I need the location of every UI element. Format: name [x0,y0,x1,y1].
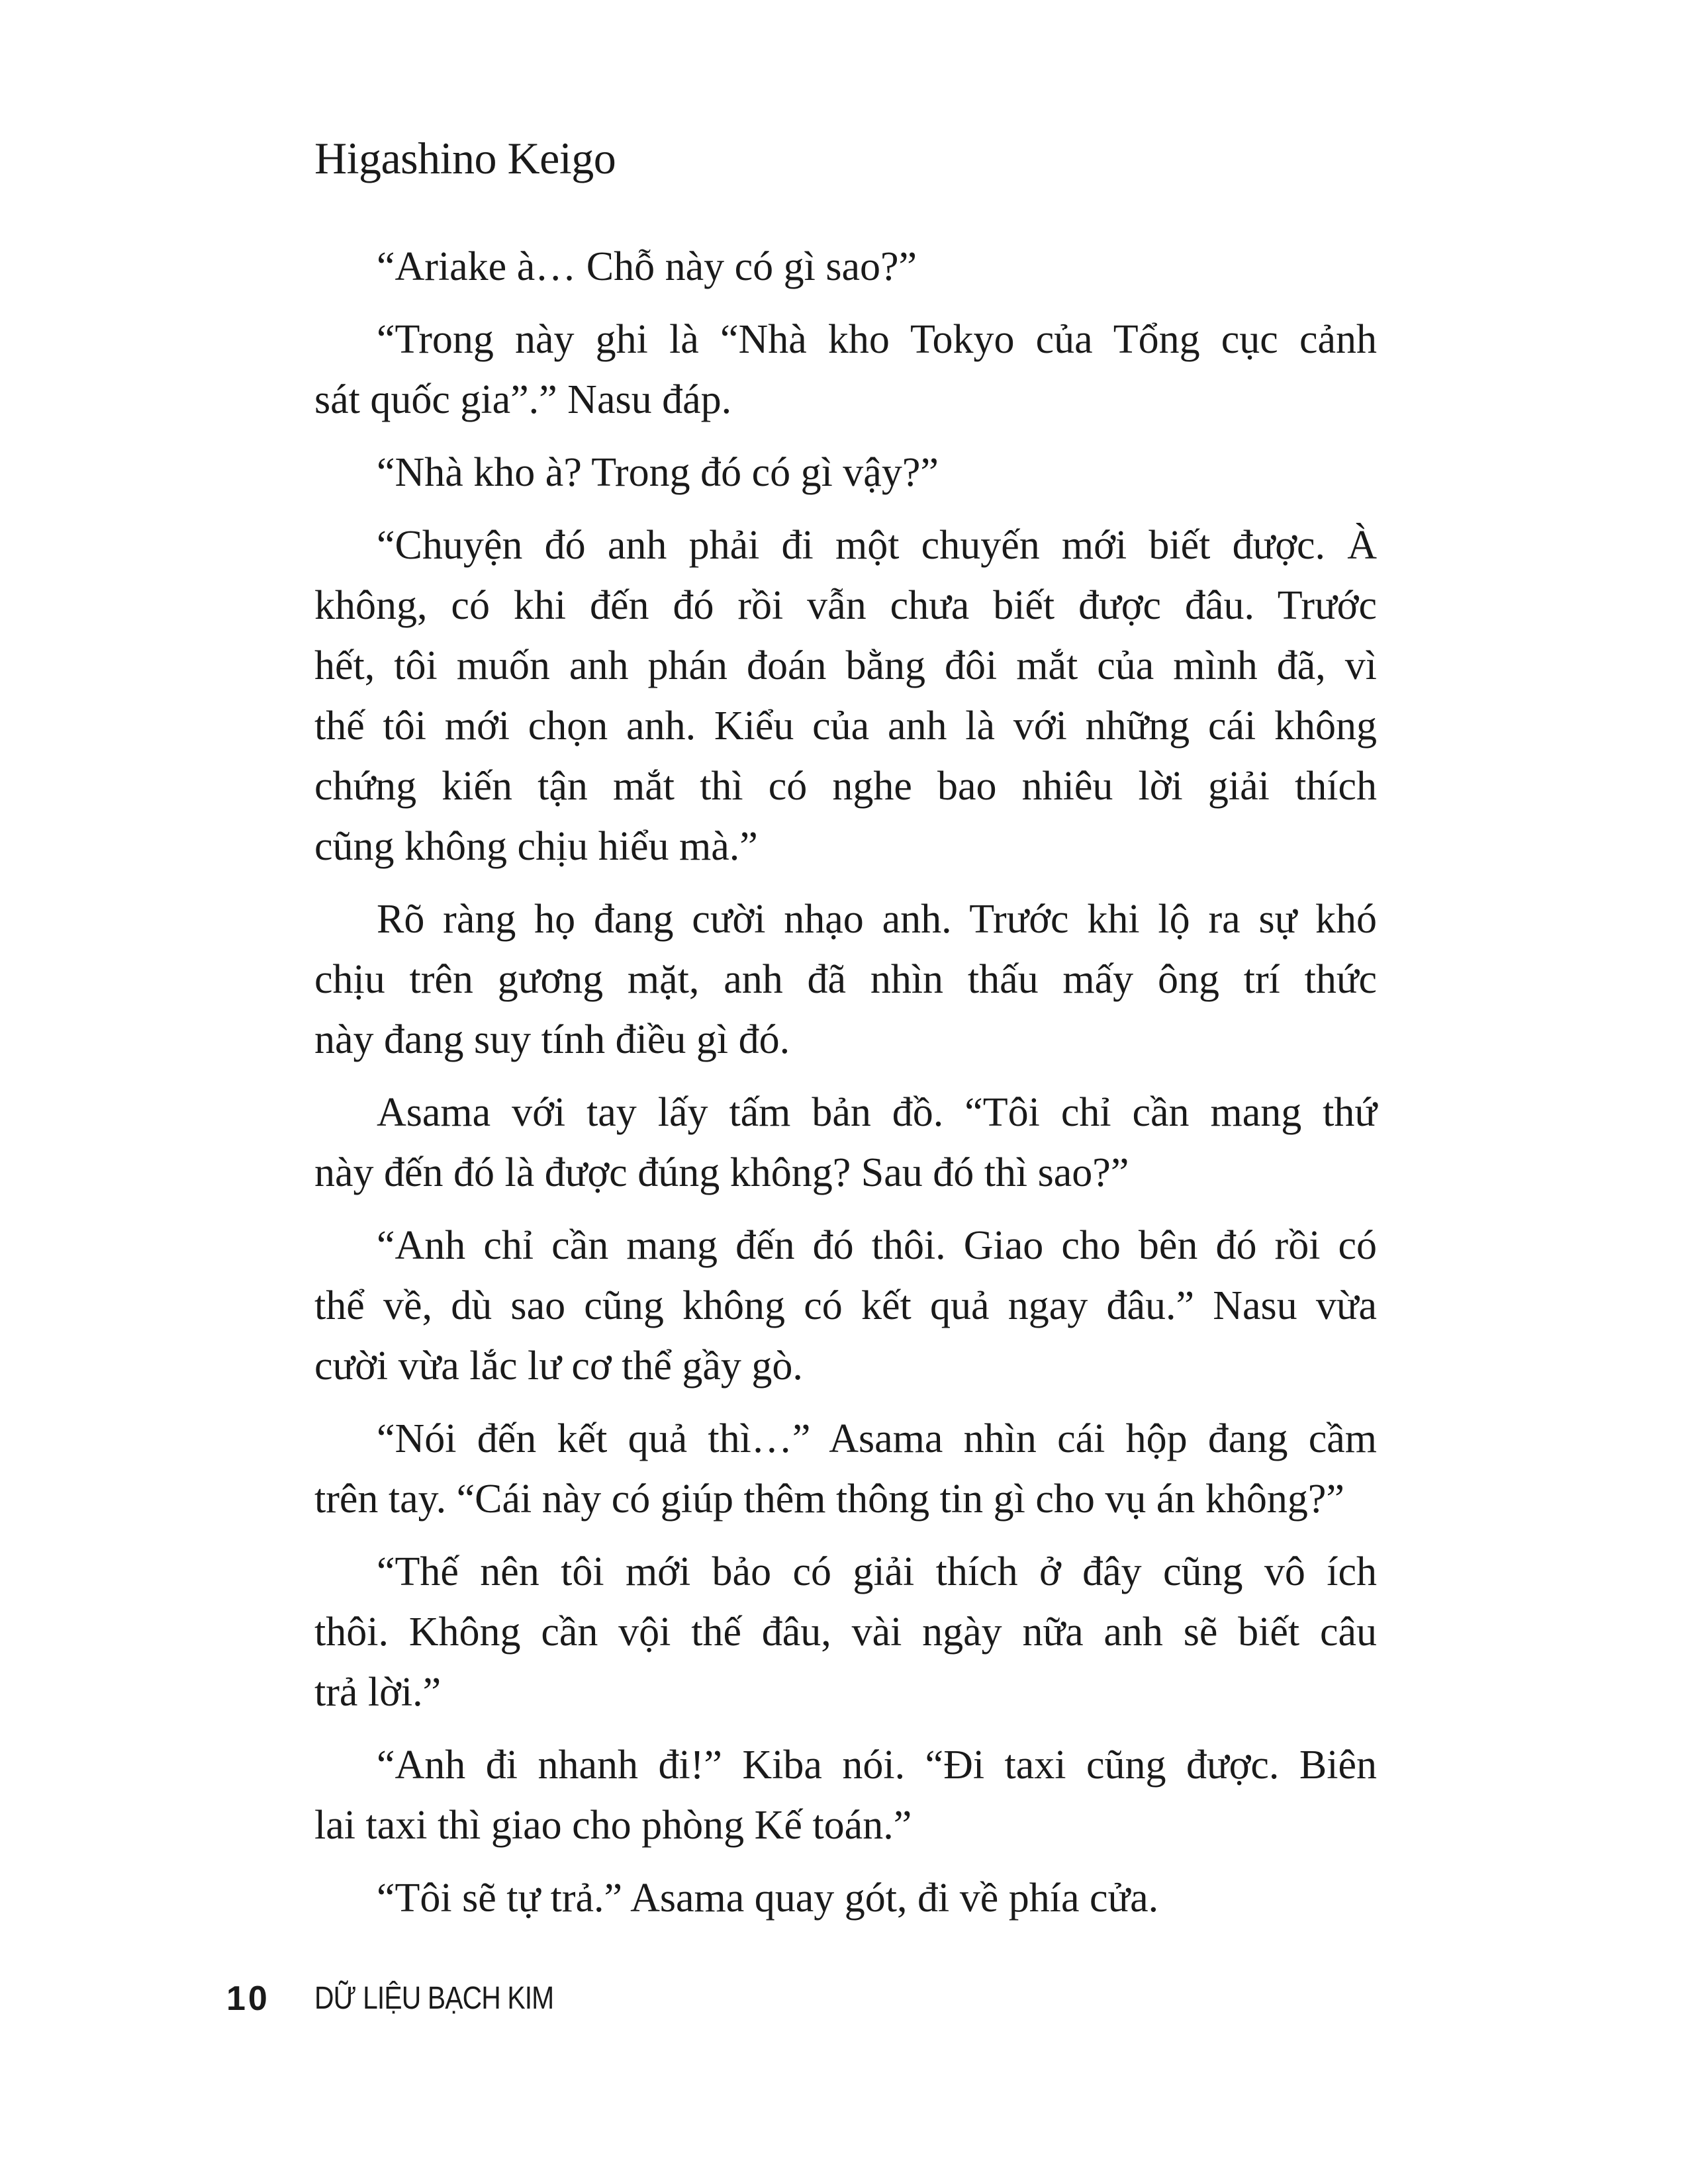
paragraph [314,1409,1377,1529]
text-line: trả lời.” [314,1670,442,1715]
text-line: “Nói đến kết quả thì…” Asama nhìn cái hộp đang cầm [377,1416,1377,1461]
text-line: này đang suy tính điều gì đó. [314,1017,790,1062]
text-line: thế tôi mới chọn anh. Kiểu của anh là với những cái không [314,704,1377,749]
paragraph [314,1083,1377,1203]
paragraph [314,1868,1377,1929]
paragraph [314,1735,1377,1856]
text-line: thôi. Không cần vội thế đâu, vài ngày nữa anh sẽ biết câu [314,1610,1377,1655]
text-line: “Nhà kho à? Trong đó có gì vậy?” [377,450,939,495]
text-line: sát quốc gia”.” Nasu đáp. [314,377,732,422]
text-line: “Trong này ghi là “Nhà kho Tokyo của Tổng cục cảnh [377,317,1377,362]
paragraph [314,1216,1377,1396]
text-line: “Anh chỉ cần mang đến đó thôi. Giao cho bên đó rồi có [377,1223,1377,1268]
page-footer [0,1979,1688,2025]
text-line: “Ariake à… Chỗ này có gì sao?” [377,244,917,289]
text-line: “Chuyện đó anh phải đi một chuyến mới biết được. À [377,523,1377,568]
text-line: Rõ ràng họ đang cười nhạo anh. Trước khi lộ ra sự khó [377,897,1377,942]
paragraph [314,237,1377,297]
text-line: cũng không chịu hiểu mà.” [314,824,758,869]
text-line: hết, tôi muốn anh phán đoán bằng đôi mắt của mình đã, vì [314,643,1377,688]
text-line: thể về, dù sao cũng không có kết quả ngay đâu.” Nasu vừa [314,1283,1377,1328]
text-line: “Anh đi nhanh đi!” Kiba nói. “Đi taxi cũng được. Biên [377,1743,1377,1788]
text-line: trên tay. “Cái này có giúp thêm thông tin gì cho vụ án không?” [314,1477,1344,1522]
paragraph [314,516,1377,877]
paragraph [314,1542,1377,1723]
running-header-author: Higashino Keigo [314,133,616,183]
text-line: “Tôi sẽ tự trả.” Asama quay gót, đi về phía cửa. [377,1876,1159,1921]
paragraph [314,889,1377,1070]
text-line: này đến đó là được đúng không? Sau đó thì sao?” [314,1150,1129,1195]
paragraph [314,310,1377,430]
text-line: cười vừa lắc lư cơ thể gầy gò. [314,1343,803,1388]
book-title: DỮ LIỆU BẠCH KIM [314,1981,554,2016]
text-line: Asama với tay lấy tấm bản đồ. “Tôi chỉ cần mang thứ [377,1090,1377,1135]
text-line: lai taxi thì giao cho phòng Kế toán.” [314,1803,912,1848]
text-line: chịu trên gương mặt, anh đã nhìn thấu mấy ông trí thức [314,957,1377,1002]
body-text [314,237,1377,1941]
page-number: 10 [226,1979,270,2018]
text-line: không, có khi đến đó rồi vẫn chưa biết được đâu. Trước [314,583,1377,628]
text-line: “Thế nên tôi mới bảo có giải thích ở đây cũng vô ích [377,1549,1377,1594]
text-line: chứng kiến tận mắt thì có nghe bao nhiêu lời giải thích [314,764,1377,809]
paragraph [314,443,1377,503]
